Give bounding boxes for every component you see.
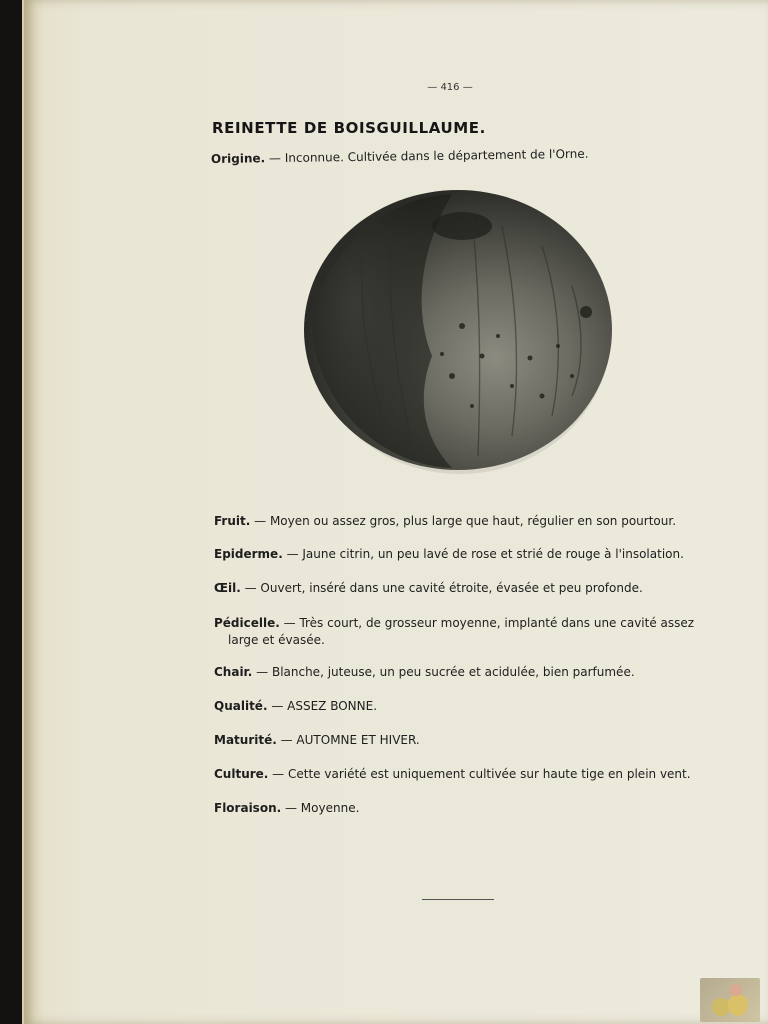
origin-text: — Inconnue. Cultivée dans le département de l'Orne. [265,146,589,166]
entry-qualite [214,698,709,715]
entry-text: — ASSEZ BONNE. [267,699,378,713]
entry-label: Qualité. [214,699,268,713]
entry-culture [214,766,709,783]
entry-label: Pédicelle. [214,616,280,630]
entry-text-continued: large et évasée. [228,633,325,647]
apple-illustration [302,186,618,478]
entry-label: Culture. [214,767,269,781]
entry-oeil [214,580,709,597]
entry-floraison [214,800,709,817]
entry-text: — Jaune citrin, un peu lavé de rose et strié de rouge à l'insolation. [282,547,684,561]
entry-fruit [214,513,709,530]
entry-epiderme [214,546,709,563]
entry-label: Chair. [214,665,253,679]
entry-text: — Cette variété est uniquement cultivée sur haute tige en plein vent. [268,767,691,781]
thumbnail-fruit-shape [728,994,748,1016]
corner-thumbnail-image [700,978,760,1022]
entry-text: — Moyen ou assez gros, plus large que haut, régulier en son pourtour. [250,514,677,528]
entry-label: Maturité. [214,733,277,747]
entry-label: Floraison. [214,801,282,815]
entry-text: — AUTOMNE ET HIVER. [276,733,420,747]
end-rule [422,899,494,900]
page-title: REINETTE DE BOISGUILLAUME. [212,119,486,137]
entry-text: — Blanche, juteuse, un peu sucrée et acidulée, bien parfumée. [252,665,635,679]
entry-label: Œil. [214,581,241,595]
entry-text: — Moyenne. [281,801,360,815]
entry-label: Fruit. [214,514,251,528]
page-number: — 416 — [427,82,473,93]
entry-text: — Ouvert, inséré dans une cavité étroite, évasée et peu profonde. [240,581,643,595]
origin-label: Origine. [210,151,266,166]
entry-maturite [214,732,709,749]
entry-chair [214,664,709,681]
entry-label: Epiderme. [214,547,283,561]
entry-pedicelle [214,615,709,649]
thumbnail-face-shape [730,984,742,996]
entry-text: — Très court, de grosseur moyenne, implanté dans une cavité assez [279,616,695,630]
